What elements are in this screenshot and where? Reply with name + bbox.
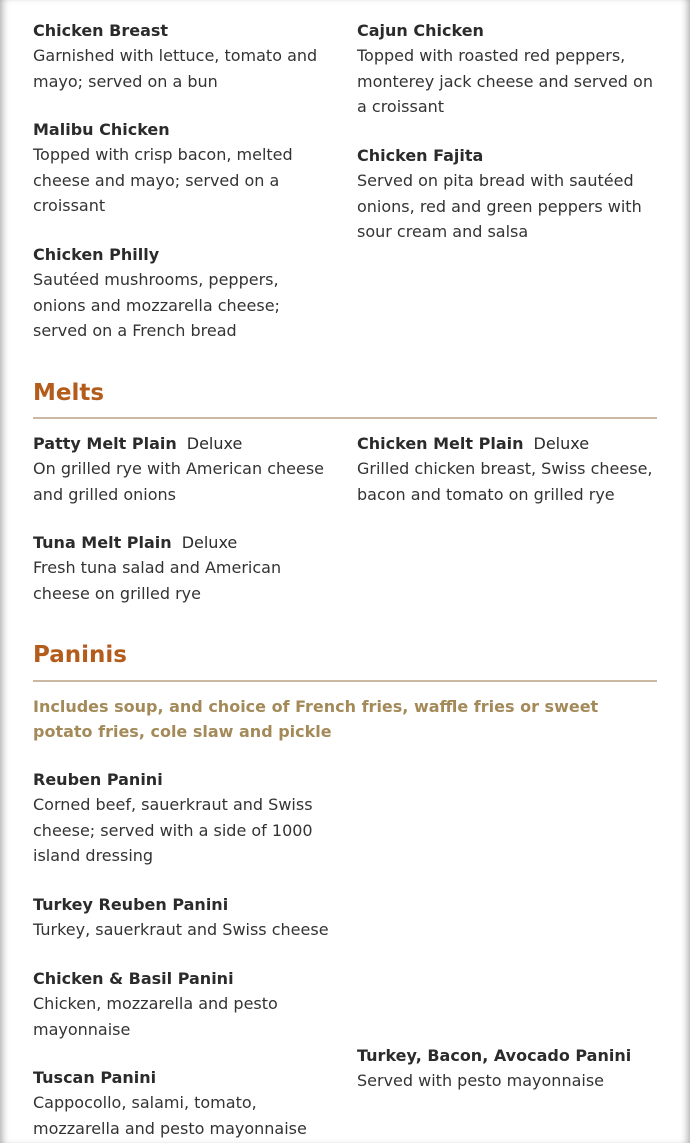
option-deluxe: Deluxe <box>181 533 238 552</box>
item-name: Turkey, Bacon, Avocado Panini <box>357 1046 632 1065</box>
item-name <box>33 530 333 555</box>
menu-item-chicken-melt <box>357 431 657 507</box>
section-title-paninis: Paninis <box>33 642 127 668</box>
item-desc: Corned beef, sauerkraut and Swiss cheese; served with a side of 1000 island dressing <box>33 795 313 865</box>
menu-item-chicken-fajita <box>357 143 657 245</box>
item-name: Chicken Fajita <box>357 146 484 165</box>
option-plain: Plain <box>126 533 172 552</box>
item-desc: Garnished with lettuce, tomato and mayo; served on a bun <box>33 46 318 91</box>
section-divider <box>33 417 657 419</box>
item-desc: Cappocollo, salami, tomato, mozzarella and pesto mayonnaise <box>33 1093 307 1138</box>
item-name: Reuben Panini <box>33 770 163 789</box>
item-desc: Chicken, mozzarella and pesto mayonnaise <box>33 994 278 1039</box>
item-desc: Topped with crisp bacon, melted cheese and mayo; served on a croissant <box>33 145 293 215</box>
menu-item-cajun-chicken <box>357 18 657 120</box>
section-divider <box>33 680 657 682</box>
item-name: Chicken & Basil Panini <box>33 969 234 988</box>
item-desc: Topped with roasted red peppers, monterey jack cheese and served on a croissant <box>357 46 653 116</box>
item-name: Cajun Chicken <box>357 21 484 40</box>
menu-item-patty-melt <box>33 431 333 507</box>
item-title: Tuna Melt <box>33 533 122 552</box>
menu-item-tuscan-panini <box>33 1065 333 1141</box>
menu-item-tuna-melt <box>33 530 333 606</box>
option-plain: Plain <box>478 434 524 453</box>
item-name: Turkey Reuben Panini <box>33 895 229 914</box>
item-name: Malibu Chicken <box>33 120 170 139</box>
option-plain: Plain <box>131 434 177 453</box>
menu-item-chicken-basil-panini <box>33 966 333 1042</box>
option-deluxe: Deluxe <box>186 434 243 453</box>
item-name <box>33 431 333 456</box>
item-desc: Grilled chicken breast, Swiss cheese, bacon and tomato on grilled rye <box>357 459 653 504</box>
section-note: Includes soup, and choice of French fries, waffle fries or sweet potato fries, cole slaw and pickle <box>33 697 599 741</box>
item-desc: On grilled rye with American cheese and grilled onions <box>33 459 325 504</box>
item-name: Tuscan Panini <box>33 1068 157 1087</box>
item-desc: Fresh tuna salad and American cheese on grilled rye <box>33 558 282 603</box>
option-deluxe: Deluxe <box>533 434 590 453</box>
menu-item-turkey-reuben-panini <box>33 892 333 943</box>
item-desc: Turkey, sauerkraut and Swiss cheese <box>33 920 329 939</box>
section-title-melts: Melts <box>33 380 105 406</box>
menu-item-turkey-bacon-avocado-panini <box>357 1043 667 1094</box>
item-desc: Sautéed mushrooms, peppers, onions and mozzarella cheese; served on a French bread <box>33 270 280 340</box>
item-name <box>357 431 657 456</box>
menu-item-malibu-chicken <box>33 117 333 219</box>
menu-item-reuben-panini <box>33 767 333 869</box>
item-name: Chicken Breast <box>33 21 169 40</box>
item-desc: Served with pesto mayonnaise <box>357 1071 605 1090</box>
item-name: Chicken Philly <box>33 245 160 264</box>
menu-item-chicken-breast <box>33 18 333 94</box>
item-title: Patty Melt <box>33 434 127 453</box>
menu-item-chicken-philly <box>33 242 333 344</box>
item-title: Chicken Melt <box>357 434 474 453</box>
item-desc: Served on pita bread with sautéed onions, red and green peppers with sour cream and salsa <box>357 171 642 241</box>
